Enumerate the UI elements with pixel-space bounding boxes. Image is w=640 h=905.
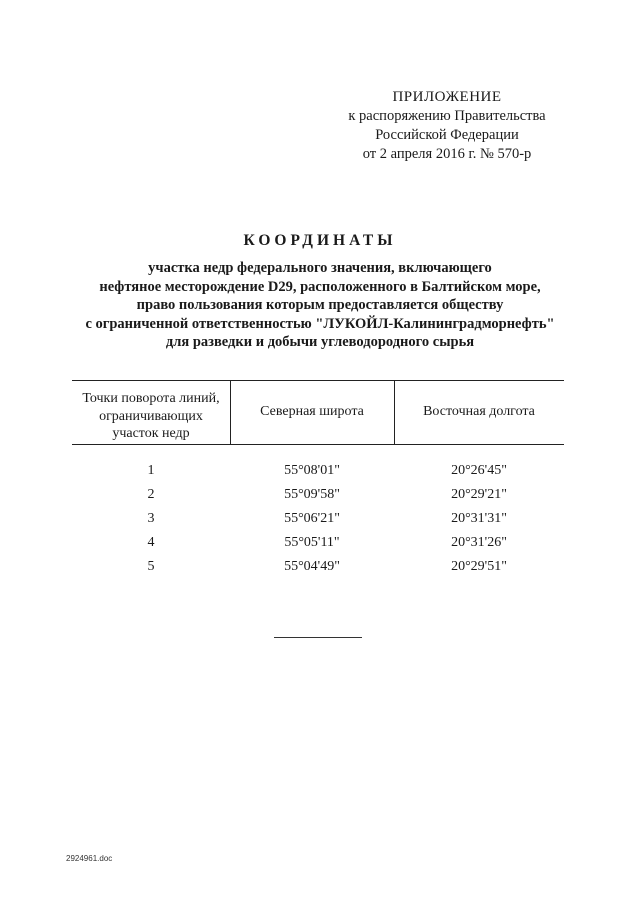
document-subtitle — [60, 259, 580, 352]
cell-longitude: 20°29'51" — [451, 559, 507, 574]
header-longitude: Восточная долгота — [423, 404, 535, 419]
header-point — [72, 390, 230, 443]
cell-point: 2 — [147, 487, 155, 502]
cell-latitude: 55°09'58" — [284, 487, 340, 502]
cell-point: 3 — [147, 511, 155, 526]
subtitle-line-4: с ограниченной ответственностью "ЛУКОЙЛ-Калининградморнефть" — [85, 315, 555, 332]
appendix-block — [330, 88, 564, 164]
cell-longitude: 20°26'45" — [451, 463, 507, 478]
cell-latitude: 55°08'01" — [284, 463, 340, 478]
subtitle-line-1: участка недр федерального значения, включающего — [148, 260, 492, 276]
subtitle-line-5: для разведки и добычи углеводородного сырья — [165, 334, 475, 350]
document-heading: КООРДИНАТЫ — [243, 232, 397, 249]
document-code: 2924961.doc — [66, 854, 113, 863]
cell-latitude: 55°05'11" — [284, 535, 340, 550]
cell-longitude: 20°31'31" — [451, 511, 507, 526]
appendix-line-1: к распоряжению Правительства — [348, 108, 546, 124]
cell-latitude: 55°04'49" — [284, 559, 340, 574]
cell-longitude: 20°31'26" — [451, 535, 507, 550]
subtitle-line-2: нефтяное месторождение D29, расположенного в Балтийском море, — [99, 278, 541, 295]
table-top-rule — [72, 380, 564, 381]
closing-rule — [274, 637, 362, 638]
appendix-title: ПРИЛОЖЕНИЕ — [392, 89, 502, 105]
cell-point: 5 — [147, 559, 155, 574]
table-header-rule — [72, 444, 564, 445]
cell-latitude: 55°06'21" — [284, 511, 340, 526]
cell-point: 1 — [147, 463, 155, 478]
cell-longitude: 20°29'21" — [451, 487, 507, 502]
header-point-line-3: участок недр — [112, 426, 190, 441]
header-latitude: Северная широта — [260, 404, 364, 419]
header-point-line-1: Точки поворота линий, — [82, 391, 220, 406]
subtitle-line-3: право пользования которым предоставляется обществу — [136, 297, 504, 313]
header-point-line-2: ограничивающих — [99, 408, 203, 424]
appendix-line-2: Российской Федерации — [375, 127, 519, 143]
appendix-line-3: от 2 апреля 2016 г. № 570-р — [362, 146, 532, 162]
cell-point: 4 — [147, 535, 155, 550]
